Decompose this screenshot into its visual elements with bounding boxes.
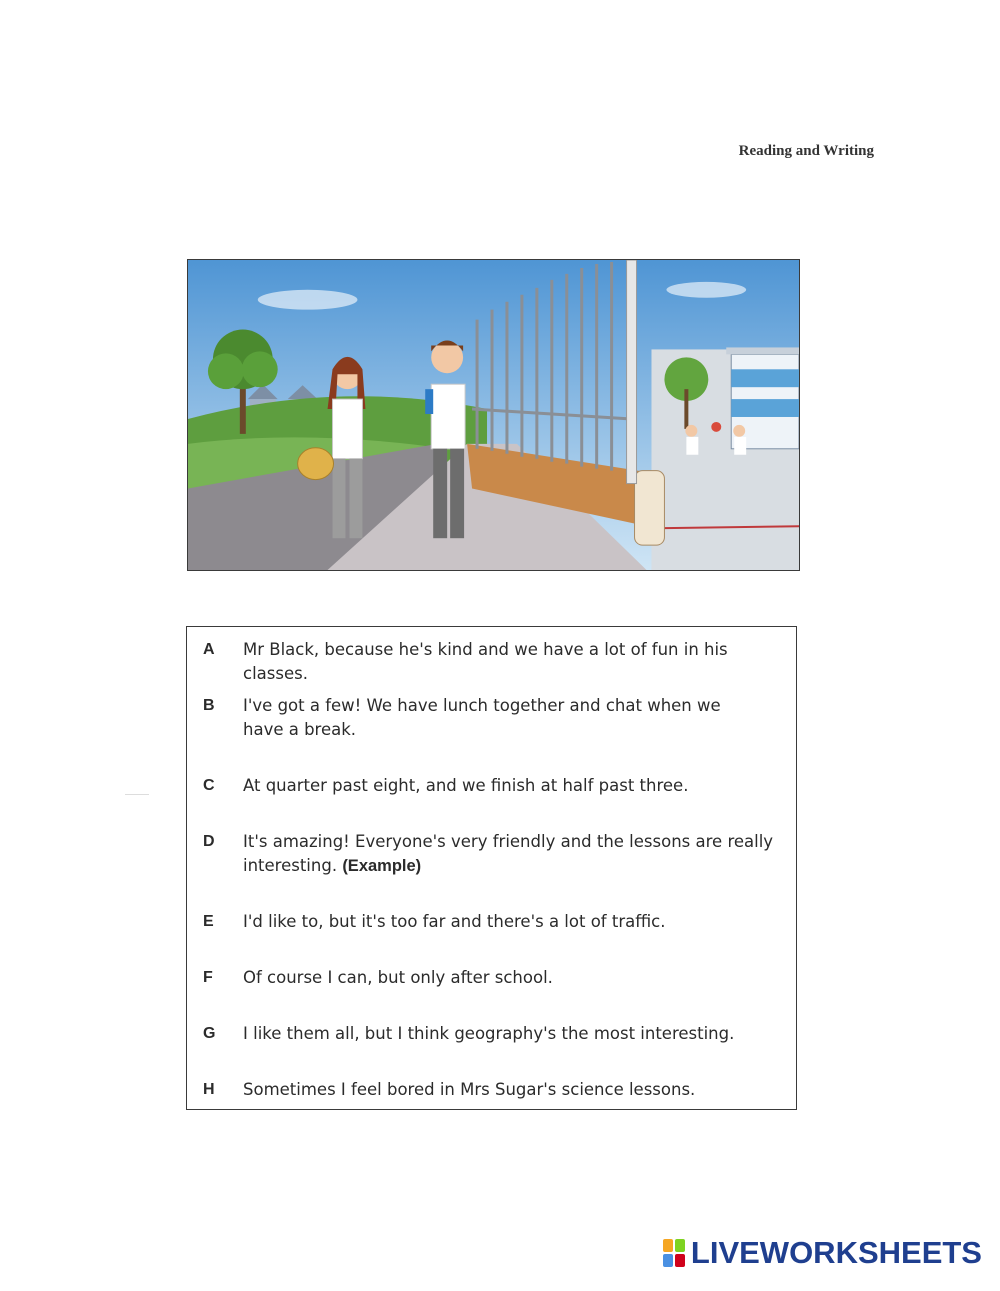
option-text: I've got a few! We have lunch together and chat when we have a break.	[243, 696, 721, 739]
option-text: I'd like to, but it's too far and there's a lot of traffic.	[243, 912, 666, 931]
option-e	[187, 910, 796, 934]
option-letter: F	[203, 969, 213, 986]
option-b	[187, 694, 796, 742]
example-marker: (Example)	[342, 857, 422, 875]
option-text: Of course I can, but only after school.	[243, 968, 553, 987]
option-g	[187, 1022, 796, 1046]
option-f	[187, 966, 796, 990]
option-text: I like them all, but I think geography's the most interesting.	[243, 1024, 735, 1043]
option-text: Mr Black, because he's kind and we have a lot of fun in his classes.	[243, 640, 728, 683]
option-letter: D	[203, 833, 215, 850]
option-c	[187, 774, 796, 798]
option-letter: C	[203, 777, 215, 794]
option-a	[187, 638, 796, 686]
gate-post	[627, 260, 637, 484]
section-header: Reading and Writing	[738, 143, 874, 159]
illustration-svg	[188, 260, 799, 570]
option-letter: E	[203, 913, 214, 930]
scan-artifact	[125, 794, 149, 795]
brand-name: LIVEWORKSHEETS	[690, 1235, 982, 1270]
liveworksheets-logo[interactable]	[663, 1235, 982, 1271]
option-letter: A	[203, 641, 215, 658]
answer-options-box	[186, 626, 797, 1110]
option-text: At quarter past eight, and we finish at half past three.	[243, 776, 689, 795]
option-letter: G	[203, 1025, 216, 1042]
school-gate-illustration	[187, 259, 800, 571]
option-text	[243, 830, 796, 878]
option-text: Sometimes I feel bored in Mrs Sugar's science lessons.	[243, 1080, 696, 1099]
option-d	[187, 830, 796, 878]
option-letter: B	[203, 697, 215, 714]
liveworksheets-icon	[663, 1239, 687, 1267]
option-text-body: It's amazing! Everyone's very friendly and the lessons are really interesting.	[243, 832, 774, 875]
option-letter: H	[203, 1081, 215, 1098]
option-h	[187, 1078, 796, 1102]
